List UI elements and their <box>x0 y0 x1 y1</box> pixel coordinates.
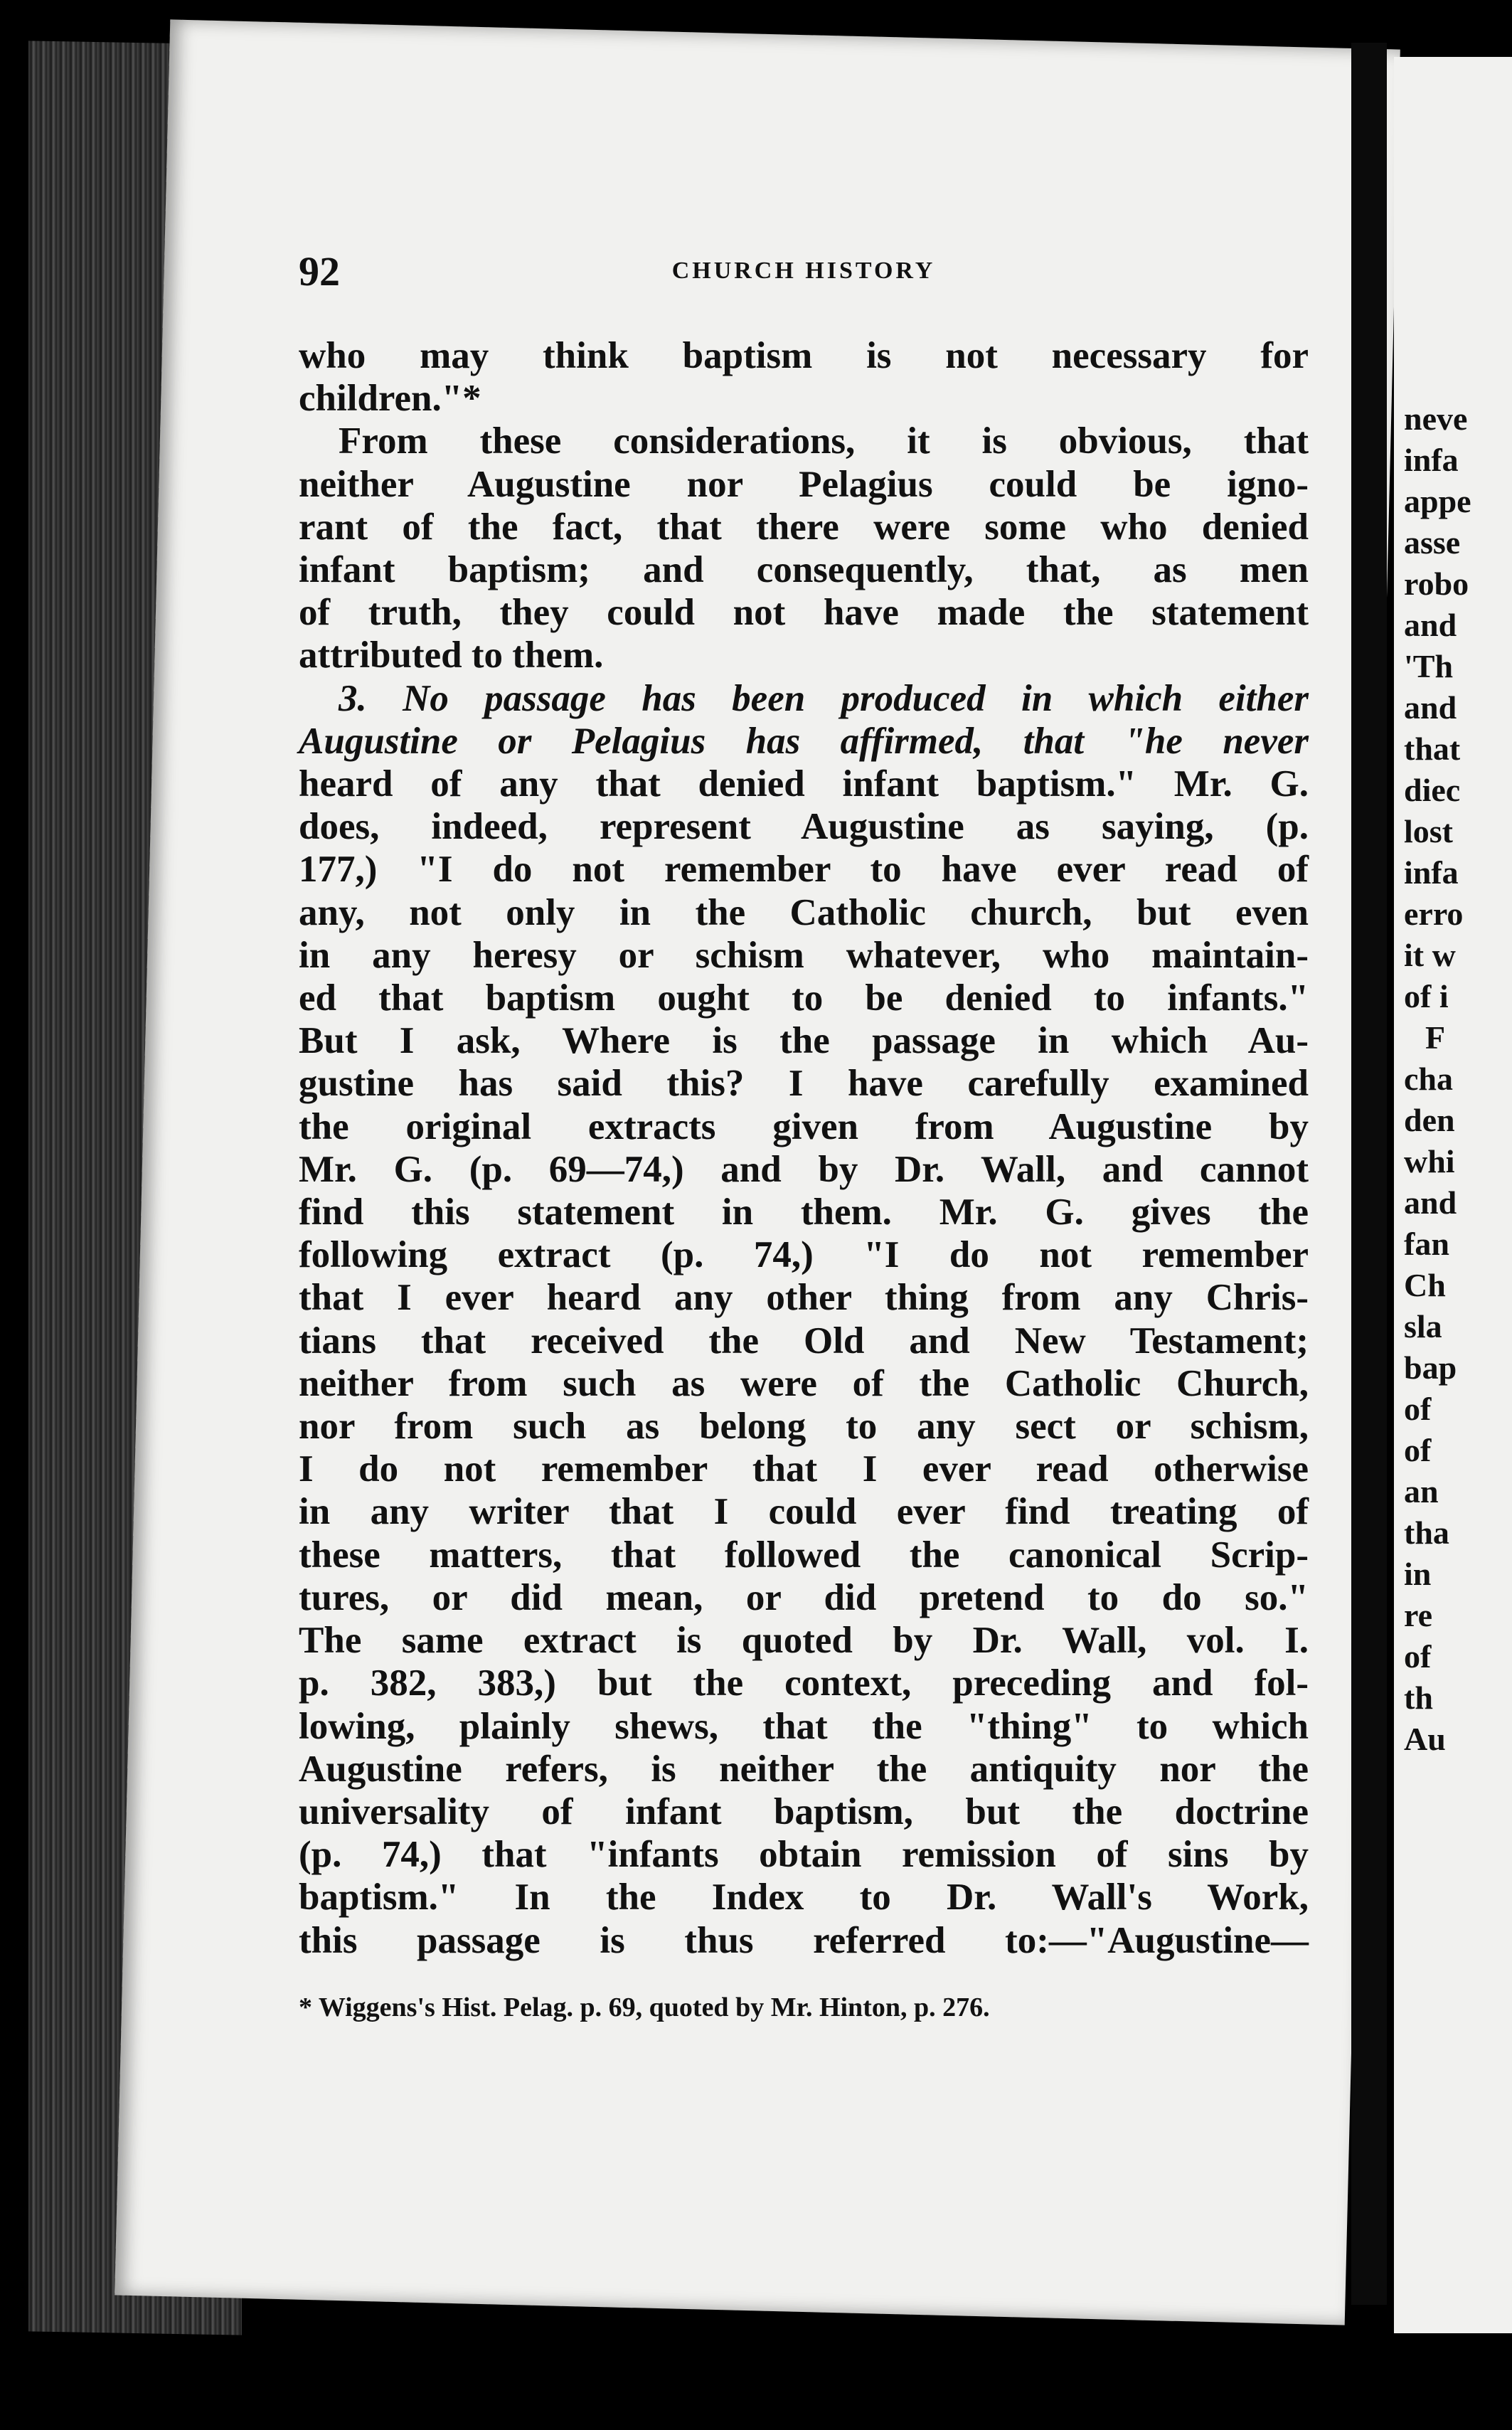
facing-page-line: erro <box>1404 896 1464 932</box>
running-head: CHURCH HISTORY <box>671 258 936 284</box>
text-line: baptism." In the Index to Dr. Wall's Work, <box>299 1877 1309 1919</box>
text-line: neither from such as were of the Catholic Church, <box>299 1362 1309 1404</box>
text-line: I do not remember that I ever read otherwise <box>299 1448 1309 1490</box>
facing-page-line: appe <box>1404 483 1471 519</box>
text-line: heard of any that denied infant baptism." Mr. G. <box>299 763 1309 805</box>
text-line: following extract (p. 74,) "I do not remember <box>299 1234 1309 1276</box>
footnote: * Wiggens's Hist. Pelag. p. 69, quoted by Mr. Hinton, p. 276. <box>299 1993 990 2022</box>
facing-page-line: sla <box>1404 1308 1442 1344</box>
facing-page-line: bap <box>1404 1349 1457 1386</box>
facing-page <box>1394 57 1512 2333</box>
facing-page-line: and <box>1404 689 1457 726</box>
facing-page-line: re <box>1404 1597 1433 1633</box>
facing-page-text <box>1394 398 1512 1760</box>
facing-page-line: robo <box>1404 566 1469 602</box>
text-line: p. 382, 383,) but the context, preceding and fol- <box>299 1662 1309 1704</box>
facing-page-line: and <box>1404 607 1457 643</box>
body-text <box>299 334 1309 1962</box>
text-line: Augustine refers, is neither the antiquity nor the <box>299 1748 1309 1790</box>
facing-page-line: of i <box>1404 978 1449 1014</box>
facing-page-line: infa <box>1404 854 1459 891</box>
page-header <box>299 248 1309 304</box>
facing-page-line: lost <box>1404 813 1453 849</box>
text-line: that I ever heard any other thing from any Chris- <box>299 1277 1309 1319</box>
text-line: tians that received the Old and New Testament; <box>299 1320 1309 1362</box>
facing-page-line: th <box>1404 1680 1433 1716</box>
facing-page-line: Ch <box>1404 1267 1446 1303</box>
facing-page-line: Au <box>1404 1721 1446 1757</box>
text-line: nor from such as belong to any sect or schism, <box>299 1406 1309 1448</box>
text-line: (p. 74,) that "infants obtain remission of sins by <box>299 1834 1309 1876</box>
facing-page-line: of <box>1404 1638 1432 1675</box>
facing-page-line: that <box>1404 731 1461 767</box>
text-line: in any writer that I could ever find treating of <box>299 1491 1309 1533</box>
text-line: gustine has said this? I have carefully examined <box>299 1063 1309 1105</box>
text-line: these matters, that followed the canonical Scrip- <box>299 1534 1309 1576</box>
facing-page-line: cha <box>1404 1061 1453 1097</box>
text-line: universality of infant baptism, but the doctrine <box>299 1790 1309 1832</box>
facing-page-line: in <box>1404 1556 1432 1592</box>
facing-page-line: 'Th <box>1404 648 1454 684</box>
facing-page-line: it w <box>1404 937 1456 973</box>
facing-page-line: of <box>1404 1432 1432 1468</box>
text-line: neither Augustine nor Pelagius could be igno- <box>299 463 1309 505</box>
text-line: in any heresy or schism whatever, who maintain- <box>299 934 1309 976</box>
text-line: rant of the fact, that there were some who denied <box>299 506 1309 548</box>
text-line: children."* <box>299 378 481 420</box>
text-line: find this statement in them. Mr. G. gives the <box>299 1192 1309 1233</box>
facing-page-line: neve <box>1404 400 1468 437</box>
text-line: Augustine or Pelagius has affirmed, that "he never <box>299 720 1309 762</box>
text-line: lowing, plainly shews, that the "thing" to which <box>299 1705 1309 1747</box>
text-line: tures, or did mean, or did pretend to do so." <box>299 1576 1309 1618</box>
text-line: ed that baptism ought to be denied to infants." <box>299 977 1309 1019</box>
book-gutter <box>1351 43 1387 2305</box>
facing-page-line: and <box>1404 1184 1457 1221</box>
text-line: The same extract is quoted by Dr. Wall, vol. I. <box>299 1620 1309 1662</box>
text-line: But I ask, Where is the passage in which Au- <box>299 1020 1309 1062</box>
text-line: Mr. G. (p. 69—74,) and by Dr. Wall, and cannot <box>299 1148 1309 1190</box>
facing-page-line: of <box>1404 1391 1432 1427</box>
facing-page-line: whi <box>1404 1143 1455 1179</box>
facing-page-line: tha <box>1404 1514 1449 1551</box>
facing-page-line: den <box>1404 1102 1455 1138</box>
facing-page-line: fan <box>1404 1226 1449 1262</box>
text-line: the original extracts given from Augustine by <box>299 1105 1309 1147</box>
text-line: From these considerations, it is obvious, that <box>339 420 1309 462</box>
facing-page-line: infa <box>1404 442 1459 478</box>
page-number: 92 <box>299 248 340 295</box>
text-line: infant baptism; and consequently, that, as men <box>299 549 1309 591</box>
text-line: 3. No passage has been produced in which either <box>339 677 1309 719</box>
text-line: this passage is thus referred to:—"Augustine— <box>299 1919 1309 1961</box>
facing-page-line: an <box>1404 1473 1439 1510</box>
facing-page-line: diec <box>1404 772 1461 808</box>
text-line: any, not only in the Catholic church, but even <box>299 891 1309 933</box>
facing-page-line: F <box>1425 1019 1446 1056</box>
text-line: does, indeed, represent Augustine as saying, (p. <box>299 806 1309 848</box>
text-line: who may think baptism is not necessary for <box>299 335 1309 376</box>
text-line: attributed to them. <box>299 635 604 677</box>
text-line: 177,) "I do not remember to have ever read of <box>299 849 1309 891</box>
text-line: of truth, they could not have made the statement <box>299 592 1309 634</box>
facing-page-line: asse <box>1404 524 1461 561</box>
